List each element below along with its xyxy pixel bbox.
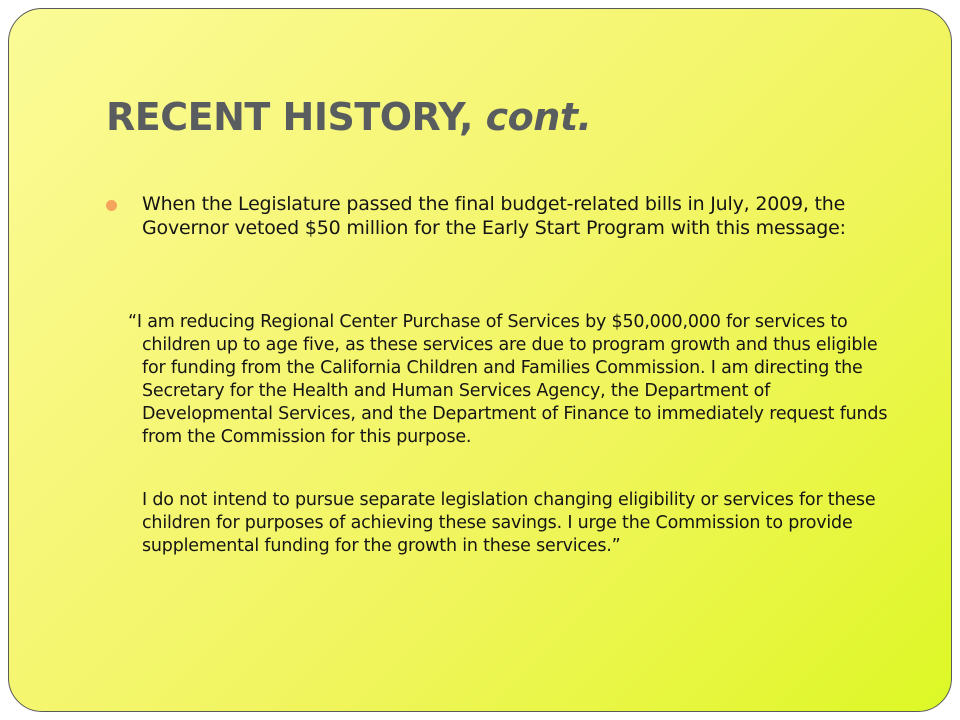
slide (8, 8, 952, 712)
quote-paragraph-1: “I am reducing Regional Center Purchase of Services by $50,000,000 for services to children up to age five, as these services are due to program growth and thus eligible for funding from the California Children and Families Commission. I am directing the Secretary for the Health and Human Services Agency, the Department of Developmental Services, and the Department of Finance to immediately request funds from the Commission for this purpose. (128, 312, 888, 447)
governor-quote (106, 311, 906, 558)
bullet-point-icon (106, 200, 117, 211)
slide-title-italic: cont. (485, 95, 592, 139)
slide-title (106, 94, 591, 140)
slide-title-main: RECENT HISTORY, (106, 95, 486, 139)
bullet-text: When the Legislature passed the final budget-related bills in July, 2009, the Governor vetoed $50 million for the Early Start Program with this message: (142, 193, 846, 239)
bullet-item (106, 192, 906, 240)
quote-paragraph-2: I do not intend to pursue separate legislation changing eligibility or services for these children for purposes of achieving these savings. I urge the Commission to provide supplemental funding for the growth in these services.” (142, 490, 876, 556)
